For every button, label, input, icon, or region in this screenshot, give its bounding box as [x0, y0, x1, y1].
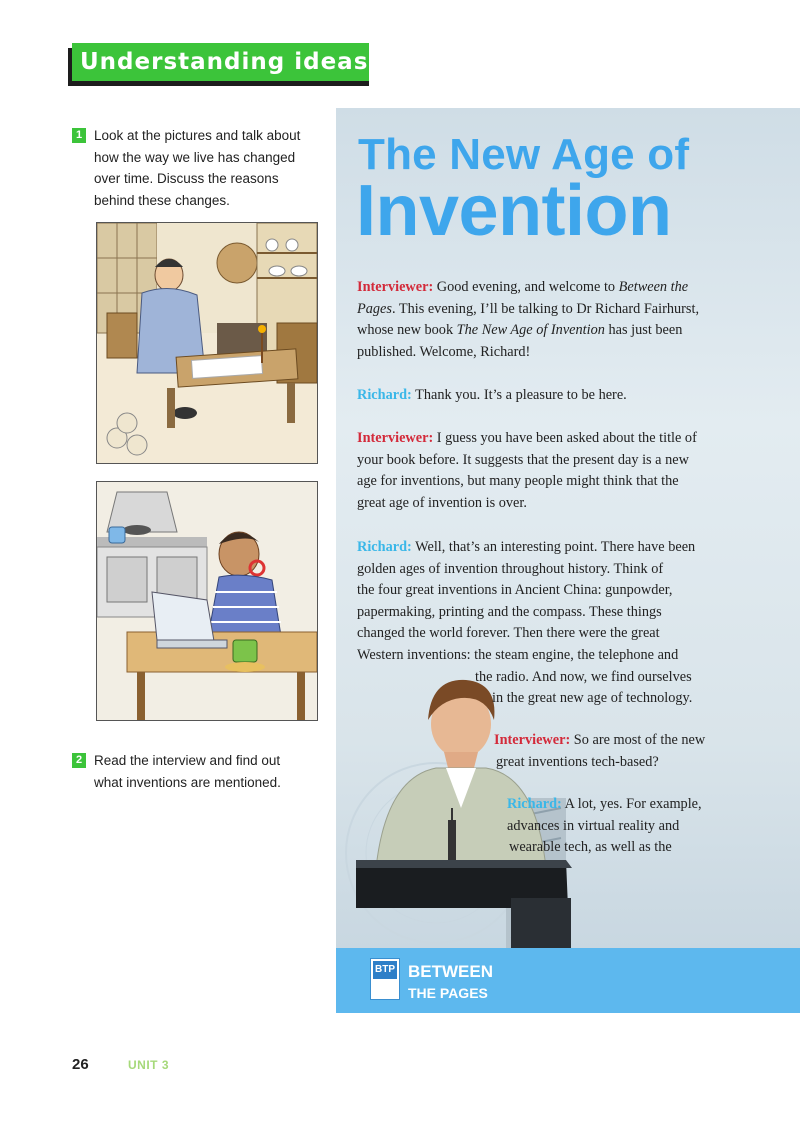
show-name-line-2: THE PAGES [408, 985, 488, 1001]
header-divider [411, 51, 412, 75]
text-line: papermaking, printing and the compass. These things [357, 603, 662, 620]
text-line: age for inventions, but many people might think that the [357, 473, 679, 490]
speaker-interviewer: Interviewer: [494, 732, 571, 748]
illustration-modern-boy [96, 481, 318, 721]
text-line: in the great new age of technology. [492, 690, 693, 707]
speaker-richard: Richard: [357, 539, 412, 555]
task-2 [72, 750, 327, 793]
section-title: Understanding ideas [80, 49, 369, 75]
btp-logo-text: BTP [373, 961, 397, 979]
task-1-line: Look at the pictures and talk about [94, 128, 301, 143]
paragraph-6 [507, 794, 702, 859]
article-title-line-2: Invention [356, 171, 672, 251]
text-run: whose new book [357, 322, 457, 339]
paragraph-5 [494, 730, 705, 773]
text-run: Thank you. It’s a pleasure to be here. [415, 387, 627, 403]
text-line: your book before. It suggests that the present day is a new [357, 451, 689, 468]
book-title: The New Age of Invention [456, 322, 605, 339]
chevron-down-icon[interactable] [418, 58, 434, 67]
page-number: 26 [72, 1056, 89, 1073]
article-title-line-1: The New Age of [358, 130, 690, 179]
modern-boy-drawing [97, 482, 317, 720]
task-1 [72, 125, 327, 211]
text-run: A lot, yes. For example, [564, 796, 702, 812]
text-line: changed the world forever. Then there were the great [357, 625, 660, 642]
show-banner [336, 948, 800, 1013]
text-line: advances in virtual reality and [507, 817, 680, 834]
text-run: So are most of the new [573, 732, 706, 748]
text-run: Good evening, and welcome to [436, 279, 619, 295]
paragraph-1 [357, 277, 699, 363]
task-1-line: behind these changes. [94, 192, 230, 208]
text-run: . This evening, I’ll be talking to Dr Richard Fairhurst, [391, 300, 700, 317]
speaker-richard: Richard: [357, 387, 412, 403]
ancient-scholar-drawing [97, 223, 317, 463]
task-1-line: how the way we live has changed [94, 149, 296, 165]
task-2-line: what inventions are mentioned. [94, 774, 281, 790]
text-line: great age of invention is over. [357, 494, 527, 511]
text-run: Well, that’s an interesting point. There have been [415, 539, 696, 555]
show-name: Pages [357, 300, 392, 317]
text-line: Western inventions: the steam engine, the telephone and [357, 646, 679, 663]
speaker-interviewer: Interviewer: [357, 279, 434, 295]
show-name: Between the [618, 279, 689, 295]
unit-label: UNIT 3 [128, 1058, 170, 1072]
text-line: published. Welcome, Richard! [357, 343, 531, 360]
task-2-text [94, 750, 327, 793]
paragraph-3 [357, 428, 697, 514]
illustration-ancient-scholar [96, 222, 318, 464]
task-number-2: 2 [72, 753, 86, 768]
text-line: the four great inventions in Ancient China: gunpowder, [357, 582, 673, 599]
btp-logo [370, 958, 400, 1000]
task-1-text [94, 125, 327, 211]
text-run: has just been [604, 322, 683, 339]
paragraph-4 [357, 537, 695, 710]
task-1-line: over time. Discuss the reasons [94, 171, 279, 187]
show-name-line-1: BETWEEN [408, 962, 493, 981]
text-run: I guess you have been asked about the title of [436, 430, 697, 446]
speaker-interviewer: Interviewer: [357, 430, 434, 446]
text-line: golden ages of invention throughout history. Think of [357, 560, 664, 577]
text-line: great inventions tech-based? [496, 753, 659, 770]
speaker-richard: Richard: [507, 796, 562, 812]
section-header [72, 43, 369, 81]
task-2-line: Read the interview and find out [94, 753, 281, 768]
task-number-1: 1 [72, 128, 86, 143]
paragraph-2 [357, 385, 627, 407]
text-line: the radio. And now, we find ourselves [475, 668, 692, 685]
text-line: wearable tech, as well as the [509, 839, 672, 856]
